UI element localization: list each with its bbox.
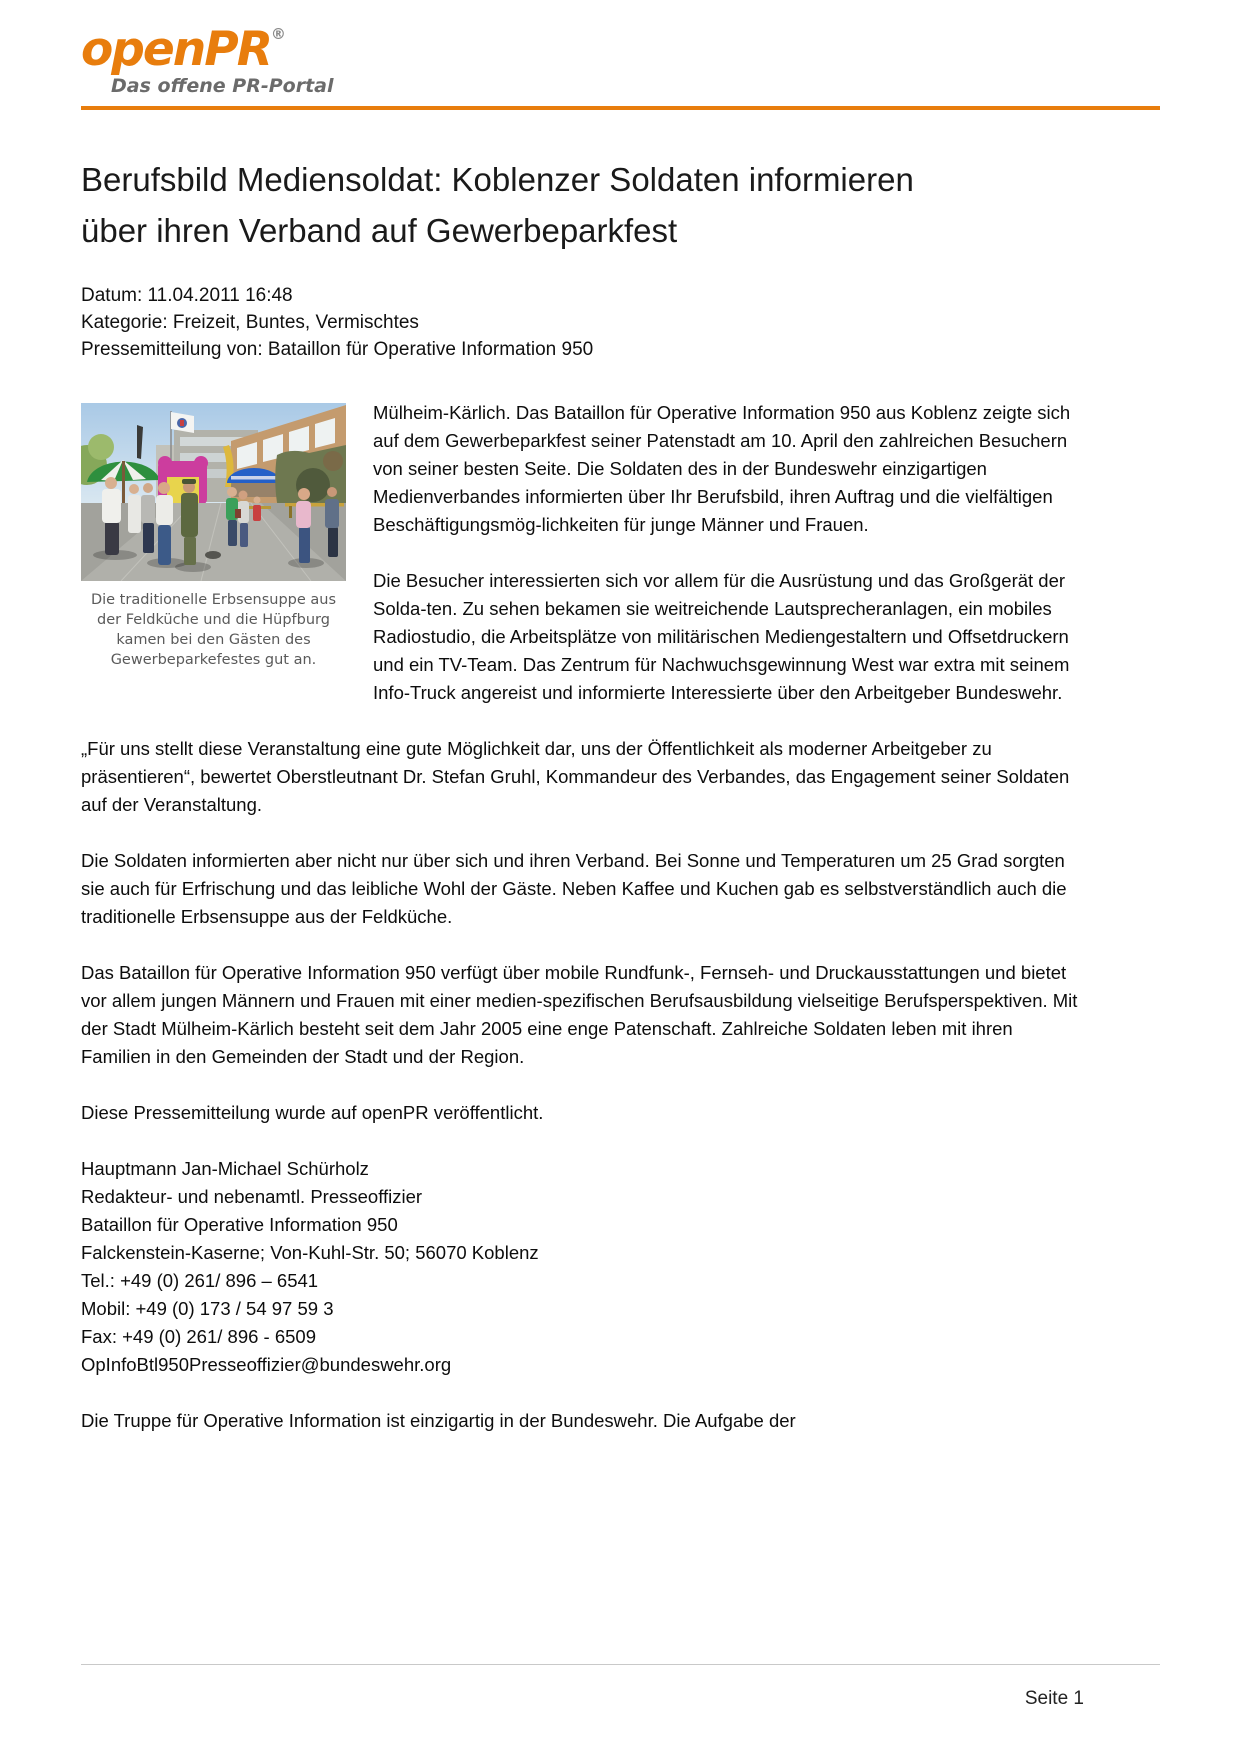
article-paragraph: „Für uns stellt diese Veranstaltung eine gute Möglichkeit dar, uns der Öffentlichkeit als moderner Arbeitgeber zu präsentieren“, bewertet Oberstleutnant Dr. Stefan Gruhl, Kommandeur des Verbandes, das Engagement seiner Soldaten auf der Veranstaltung. bbox=[81, 738, 1070, 816]
page-header bbox=[81, 0, 1160, 110]
brand-divider bbox=[81, 106, 1160, 110]
openpr-logo-text: openPR bbox=[81, 22, 271, 77]
contact-name: Hauptmann Jan-Michael Schürholz bbox=[81, 1158, 369, 1180]
article-photo bbox=[81, 403, 346, 581]
closing-paragraph: Die Truppe für Operative Information ist einzigartig in der Bundeswehr. Die Aufgabe der bbox=[81, 1410, 796, 1432]
article-paragraph: Mülheim-Kärlich. Das Bataillon für Operative Information 950 aus Koblenz zeigte sich auf dem Gewerbeparkfest seiner Patenstadt am 10. April den zahlreichen Besuchern von seiner besten Seite. Die Soldaten des in der Bundeswehr einzigartigen Medienverbandes informierten über Ihr Berufsbild, ihren Auftrag und die vielfältigen Beschäftigungsmög-lichkeiten für junge Männer und Frauen. bbox=[373, 402, 1071, 536]
article-meta bbox=[81, 282, 1160, 363]
page-number: Seite 1 bbox=[1024, 1688, 1084, 1709]
meta-datum: Datum: 11.04.2011 16:48 bbox=[81, 285, 293, 307]
article-paragraph: Die Besucher interessierten sich vor allem für die Ausrüstung und das Großgerät der Solda-ten. Zu sehen bekamen sie weitreichende Lautsprecheranlagen, ein mobiles Radiostudio, die Arbeitsplätze von militärischen Mediengestaltern und Offsetdruckern und ein TV-Team. Das Zentrum für Nachwuchsgewinnung West war extra mit seinem Info-Truck angereist und informierte Interessierte über den Arbeitgeber Bundeswehr. bbox=[373, 570, 1070, 704]
contact-role: Redakteur- und nebenamtl. Presseoffizier bbox=[81, 1186, 423, 1208]
contact-address: Falckenstein-Kaserne; Von-Kuhl-Str. 50; 56070 Koblenz bbox=[81, 1242, 539, 1264]
article-paragraph: Das Bataillon für Operative Information 950 verfügt über mobile Rundfunk-, Fernseh- und Druckausstattungen und bietet vor allem jungen Männern und Frauen mit einer medien-spezifischen Berufsausbildung vielseitige Berufsperspektiven. Mit der Stadt Mülheim-Kärlich besteht seit dem Jahr 2005 eine enge Patenschaft. Zahlreiche Soldaten leben mit ihren Familien in den Gemeinden der Stadt und der Region. bbox=[81, 962, 1078, 1068]
article-paragraph: Die Soldaten informierten aber nicht nur über sich und ihren Verband. Bei Sonne und Temperaturen um 25 Grad sorgten sie auch für Erfrischung und das leibliche Wohl der Gäste. Neben Kaffee und Kuchen gab es selbstverständlich auch die traditionelle Erbsensuppe aus der Feldküche. bbox=[81, 850, 1067, 928]
photo-caption: Die traditionelle Erbsensuppe aus der Feldküche und die Hüpfburg kamen bei den Gästen des Gewerbeparkefestes gut an. bbox=[90, 592, 337, 669]
contact-unit: Bataillon für Operative Information 950 bbox=[81, 1214, 398, 1236]
contact-phone: Tel.: +49 (0) 261/ 896 – 6541 bbox=[81, 1270, 319, 1292]
contact-email: OpInfoBtl950Presseoffizier@bundeswehr.org bbox=[81, 1354, 452, 1376]
openpr-tagline: Das offene PR-Portal bbox=[111, 75, 334, 97]
contact-fax: Fax: +49 (0) 261/ 896 - 6509 bbox=[81, 1326, 316, 1348]
registered-trademark-icon: ® bbox=[270, 25, 286, 43]
article-body bbox=[81, 399, 1086, 1463]
meta-kategorie: Kategorie: Freizeit, Buntes, Vermischtes bbox=[81, 312, 419, 334]
page-footer bbox=[81, 1664, 1160, 1710]
article-figure bbox=[81, 403, 346, 670]
article-title: Berufsbild Mediensoldat: Koblenzer Soldaten informieren über ihren Verband auf Gewerbeparkfest bbox=[81, 161, 914, 250]
article-paragraph: Diese Pressemitteilung wurde auf openPR veröffentlicht. bbox=[81, 1102, 544, 1124]
contact-block bbox=[81, 1155, 1086, 1379]
contact-mobile: Mobil: +49 (0) 173 / 54 97 59 3 bbox=[81, 1298, 334, 1320]
meta-pressemitteilung: Pressemitteilung von: Bataillon für Operative Information 950 bbox=[81, 339, 594, 361]
openpr-logo bbox=[81, 22, 1160, 77]
